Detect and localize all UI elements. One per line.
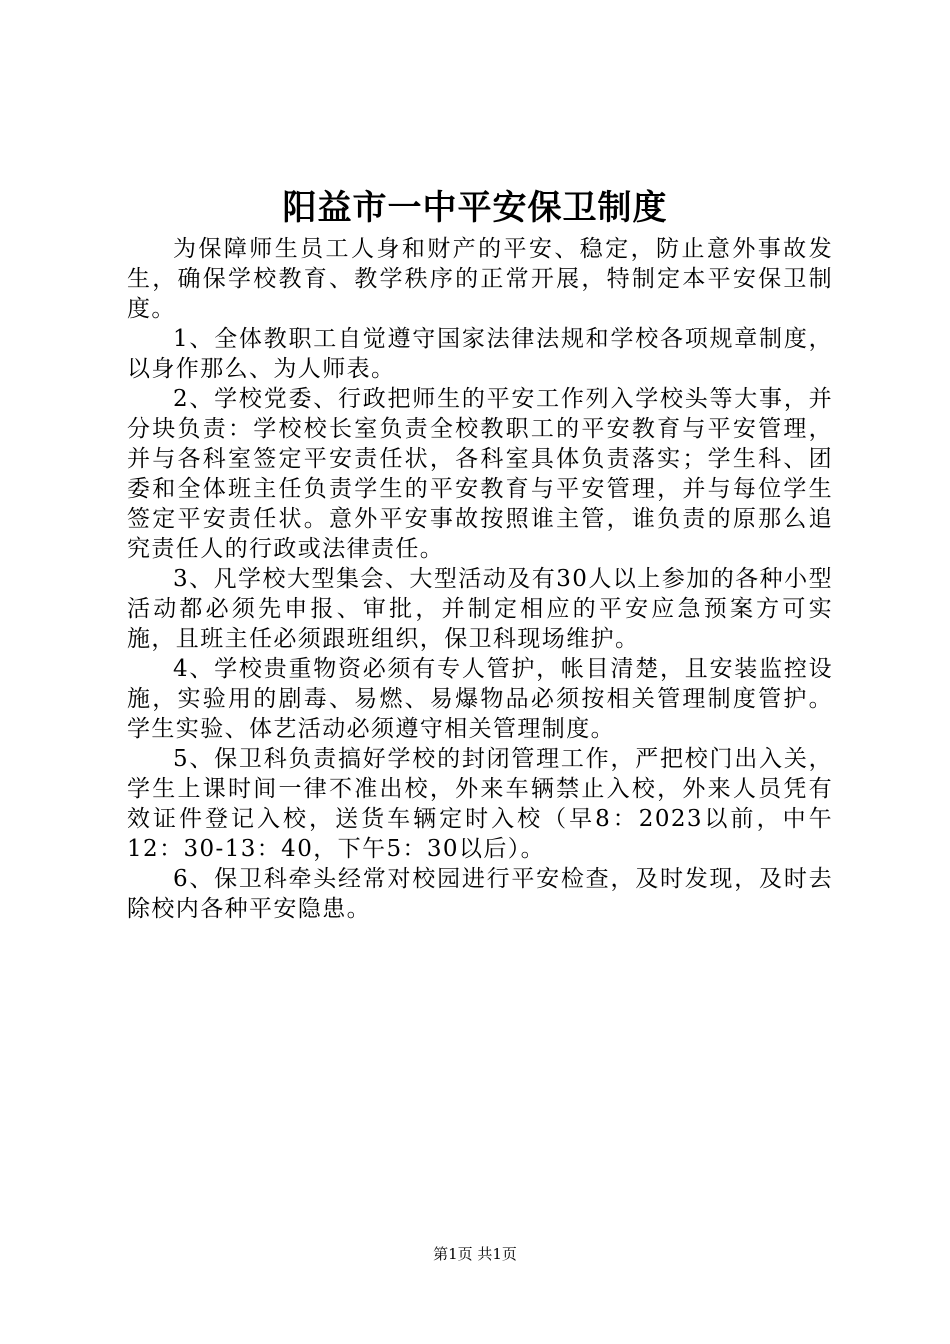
paragraph-item-1: 1、全体教职工自觉遵守国家法律法规和学校各项规章制度，以身作那么、为人师表。	[127, 326, 833, 382]
paragraph-item-5: 5、保卫科负责搞好学校的封闭管理工作，严把校门出入关，学生上课时间一律不准出校，外来车辆禁止入校，外来人员凭有效证件登记入校，送货车辆定时入校（早8：2023以前，中午12：30-13：40，下午5：30以后）。	[127, 746, 833, 862]
paragraph-item-6: 6、保卫科牵头经常对校园进行平安检查，及时发现，及时去除校内各种平安隐患。	[127, 866, 833, 922]
paragraph-item-4: 4、学校贵重物资必须有专人管护，帐目清楚，且安装监控设施，实验用的剧毒、易燃、易爆物品必须按相关管理制度管护。学生实验、体艺活动必须遵守相关管理制度。	[127, 656, 833, 742]
paragraph-item-2: 2、学校党委、行政把师生的平安工作列入学校头等大事，并分块负责：学校校长室负责全校教职工的平安教育与平安管理，并与各科室签定平安责任状，各科室具体负责落实；学生科、团委和全体班主任负责学生的平安教育与平安管理，并与每位学生签定平安责任状。意外平安事故按照谁主管，谁负责的原那么追究责任人的行政或法律责任。	[127, 386, 833, 562]
paragraph-item-3: 3、凡学校大型集会、大型活动及有30人以上参加的各种小型活动都必须先申报、审批，并制定相应的平安应急预案方可实施，且班主任必须跟班组织，保卫科现场维护。	[127, 566, 833, 652]
page-footer: 第1页 共1页	[433, 1245, 517, 1263]
paragraph-intro: 为保障师生员工人身和财产的平安、稳定，防止意外事故发生，确保学校教育、教学秩序的正常开展，特制定本平安保卫制度。	[127, 236, 833, 322]
document-title: 阳益市一中平安保卫制度	[282, 188, 668, 228]
document-body	[127, 234, 833, 924]
